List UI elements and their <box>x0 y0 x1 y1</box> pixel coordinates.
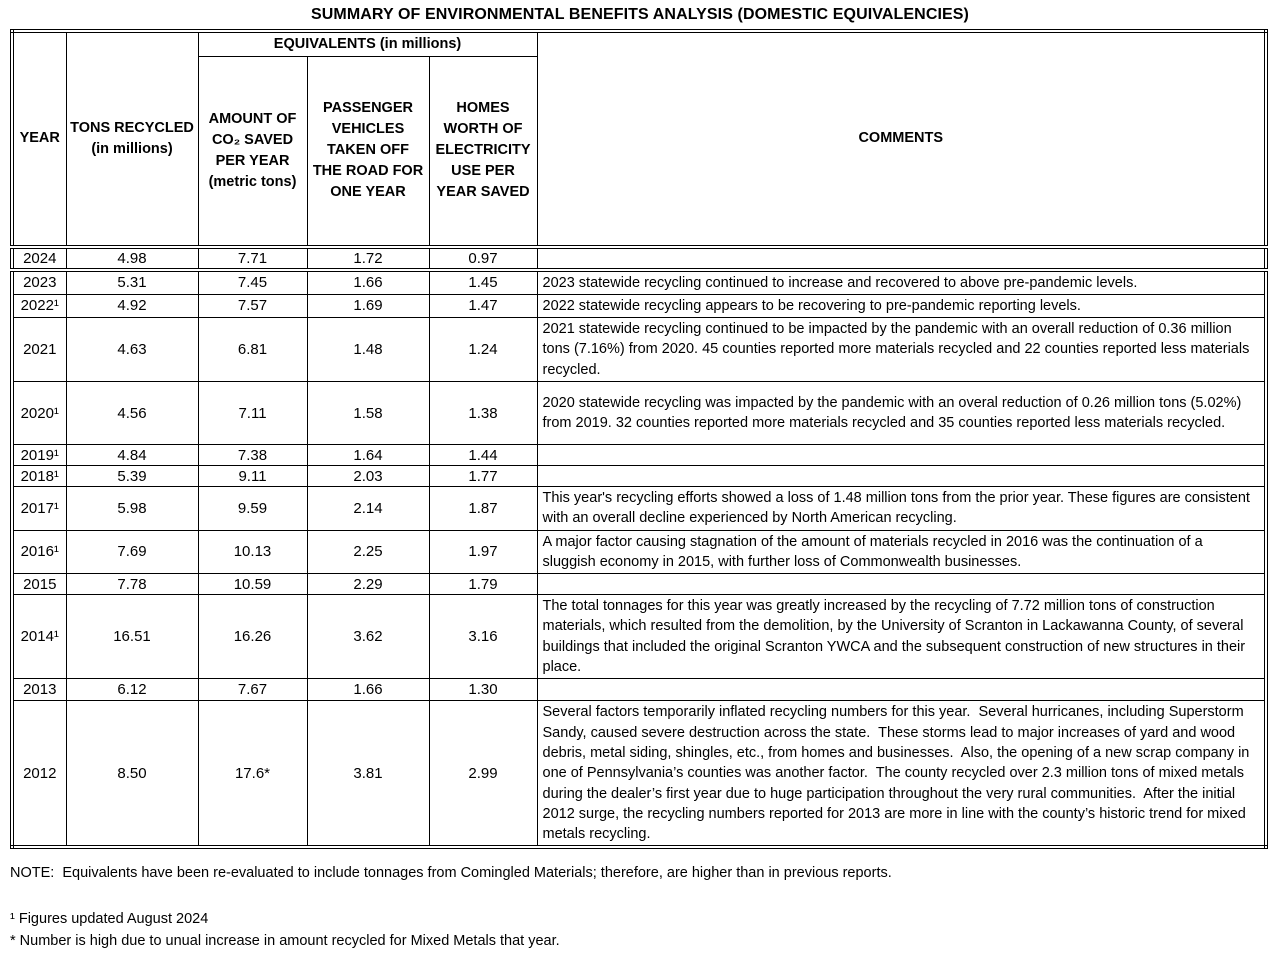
year-cell: 2023 <box>12 270 66 295</box>
tons-cell: 5.39 <box>66 466 198 487</box>
co2-saved-column-header: AMOUNT OF CO₂ SAVED PER YEAR (metric tons) <box>198 57 307 247</box>
tons-cell: 4.98 <box>66 247 198 270</box>
table-row-2023 <box>12 270 1266 295</box>
vehicles-cell: 1.72 <box>307 247 429 270</box>
year-cell: 2024 <box>12 247 66 270</box>
passenger-vehicles-column-header: PASSENGER VEHICLES TAKEN OFF THE ROAD FOR ONE YEAR <box>307 57 429 247</box>
co2-cell: 16.26 <box>198 595 307 679</box>
comment-cell <box>537 574 1266 595</box>
tons-cell: 8.50 <box>66 701 198 848</box>
co2-cell: 6.81 <box>198 318 307 382</box>
year-cell: 2014¹ <box>12 595 66 679</box>
co2-cell: 17.6* <box>198 701 307 848</box>
homes-electricity-column-header: HOMES WORTH OF ELECTRICITY USE PER YEAR SAVED <box>429 57 537 247</box>
table-row-2017 <box>12 487 1266 531</box>
year-cell: 2020¹ <box>12 382 66 445</box>
homes-cell: 1.30 <box>429 679 537 701</box>
homes-cell: 1.24 <box>429 318 537 382</box>
comment-cell: Several factors temporarily inflated recycling numbers for this year. Several hurricanes, including Superstorm Sandy, caused severe destruction across the state. These storms lead to major increases of yard and wood debris, metal siding, shingles, etc., from homes and businesses. Also, the opening of a new scrap company in one of Pennsylvania’s counties was another factor. The county recycled over 2.3 million tons of mixed metals during the dealer’s first year due to huge participation throughout the very rural communities. After the initial 2012 surge, the recycling numbers reported for 2013 are more in line with the county’s historic trend for mixed metals recycling. <box>537 701 1266 848</box>
year-cell: 2013 <box>12 679 66 701</box>
environmental-benefits-table <box>10 29 1268 849</box>
comment-cell <box>537 466 1266 487</box>
year-column-header: YEAR <box>12 31 66 247</box>
table-row-2022 <box>12 294 1266 317</box>
tons-recycled-column-header: TONS RECYCLED (in millions) <box>66 31 198 247</box>
homes-cell: 1.47 <box>429 294 537 317</box>
vehicles-cell: 1.66 <box>307 270 429 295</box>
vehicles-cell: 3.62 <box>307 595 429 679</box>
homes-cell: 1.44 <box>429 445 537 466</box>
year-cell: 2016¹ <box>12 530 66 574</box>
vehicles-cell: 2.29 <box>307 574 429 595</box>
comment-cell: This year's recycling efforts showed a loss of 1.48 million tons from the prior year. These figures are consistent with an overall decline experienced by North American recycling. <box>537 487 1266 531</box>
page-title: SUMMARY OF ENVIRONMENTAL BENEFITS ANALYSIS (DOMESTIC EQUIVALENCIES) <box>310 6 969 23</box>
year-cell: 2015 <box>12 574 66 595</box>
homes-cell: 0.97 <box>429 247 537 270</box>
vehicles-cell: 1.58 <box>307 382 429 445</box>
homes-cell: 1.87 <box>429 487 537 531</box>
comment-cell: 2020 statewide recycling was impacted by the pandemic with an overal reduction of 0.26 million tons (5.02%) from 2019. 32 counties reported more materials recycled and 35 counties reported less materials recycled. <box>537 382 1266 445</box>
homes-cell: 3.16 <box>429 595 537 679</box>
tons-cell: 5.31 <box>66 270 198 295</box>
vehicles-cell: 2.25 <box>307 530 429 574</box>
vehicles-cell: 1.66 <box>307 679 429 701</box>
comment-cell <box>537 679 1266 701</box>
year-cell: 2021 <box>12 318 66 382</box>
homes-cell: 1.97 <box>429 530 537 574</box>
comments-column-header: COMMENTS <box>537 31 1266 247</box>
year-cell: 2018¹ <box>12 466 66 487</box>
co2-cell: 7.11 <box>198 382 307 445</box>
tons-cell: 4.84 <box>66 445 198 466</box>
comment-cell: 2023 statewide recycling continued to increase and recovered to above pre-pandemic levels. <box>537 270 1266 295</box>
co2-cell: 9.11 <box>198 466 307 487</box>
table-row-2016 <box>12 530 1266 574</box>
table-row-2012 <box>12 701 1266 848</box>
table-body <box>12 247 1266 848</box>
tons-cell: 4.63 <box>66 318 198 382</box>
homes-cell: 1.77 <box>429 466 537 487</box>
co2-cell: 7.45 <box>198 270 307 295</box>
table-row-2014 <box>12 595 1266 679</box>
comment-cell: 2021 statewide recycling continued to be impacted by the pandemic with an overall reduction of 0.36 million tons (7.16%) from 2020. 45 counties reported more materials recycled and 22 counties reported less materials recycled. <box>537 318 1266 382</box>
tons-cell: 7.69 <box>66 530 198 574</box>
tons-cell: 7.78 <box>66 574 198 595</box>
year-cell: 2022¹ <box>12 294 66 317</box>
vehicles-cell: 2.03 <box>307 466 429 487</box>
footnote-figures-updated: ¹ Figures updated August 2024 <box>10 911 209 928</box>
homes-cell: 1.79 <box>429 574 537 595</box>
table-header <box>12 31 1266 247</box>
tons-cell: 16.51 <box>66 595 198 679</box>
vehicles-cell: 1.64 <box>307 445 429 466</box>
table-row-2024 <box>12 247 1266 270</box>
co2-cell: 9.59 <box>198 487 307 531</box>
tons-cell: 4.56 <box>66 382 198 445</box>
footnote-asterisk: * Number is high due to unual increase in amount recycled for Mixed Metals that year. <box>10 933 560 950</box>
comment-cell <box>537 247 1266 270</box>
equivalents-header-row <box>12 31 1266 57</box>
table-row-2020 <box>12 382 1266 445</box>
co2-cell: 7.67 <box>198 679 307 701</box>
vehicles-cell: 1.48 <box>307 318 429 382</box>
homes-cell: 2.99 <box>429 701 537 848</box>
comment-cell: The total tonnages for this year was greatly increased by the recycling of 7.72 million tons of construction materials, which resulted from the demolition, by the University of Scranton in Lackawanna County, of several buildings that included the original Scranton YWCA and the subsequent construction of new structures in their place. <box>537 595 1266 679</box>
tons-cell: 5.98 <box>66 487 198 531</box>
table-row-2019 <box>12 445 1266 466</box>
co2-cell: 7.57 <box>198 294 307 317</box>
vehicles-cell: 2.14 <box>307 487 429 531</box>
tons-cell: 6.12 <box>66 679 198 701</box>
table-row-2021 <box>12 318 1266 382</box>
equivalents-group-header: EQUIVALENTS (in millions) <box>198 31 537 57</box>
year-cell: 2012 <box>12 701 66 848</box>
tons-cell: 4.92 <box>66 294 198 317</box>
vehicles-cell: 3.81 <box>307 701 429 848</box>
vehicles-cell: 1.69 <box>307 294 429 317</box>
co2-cell: 7.38 <box>198 445 307 466</box>
comment-cell <box>537 445 1266 466</box>
table-row-2013 <box>12 679 1266 701</box>
year-cell: 2019¹ <box>12 445 66 466</box>
co2-cell: 7.71 <box>198 247 307 270</box>
comment-cell: A major factor causing stagnation of the amount of materials recycled in 2016 was the continuation of a sluggish economy in 2015, with further loss of Commonwealth businesses. <box>537 530 1266 574</box>
note-text: NOTE: Equivalents have been re-evaluated to include tonnages from Comingled Materials; therefore, are higher than in previous reports. <box>10 865 892 882</box>
co2-cell: 10.13 <box>198 530 307 574</box>
year-cell: 2017¹ <box>12 487 66 531</box>
homes-cell: 1.45 <box>429 270 537 295</box>
homes-cell: 1.38 <box>429 382 537 445</box>
table-row-2015 <box>12 574 1266 595</box>
comment-cell: 2022 statewide recycling appears to be recovering to pre-pandemic reporting levels. <box>537 294 1266 317</box>
co2-cell: 10.59 <box>198 574 307 595</box>
table-row-2018 <box>12 466 1266 487</box>
